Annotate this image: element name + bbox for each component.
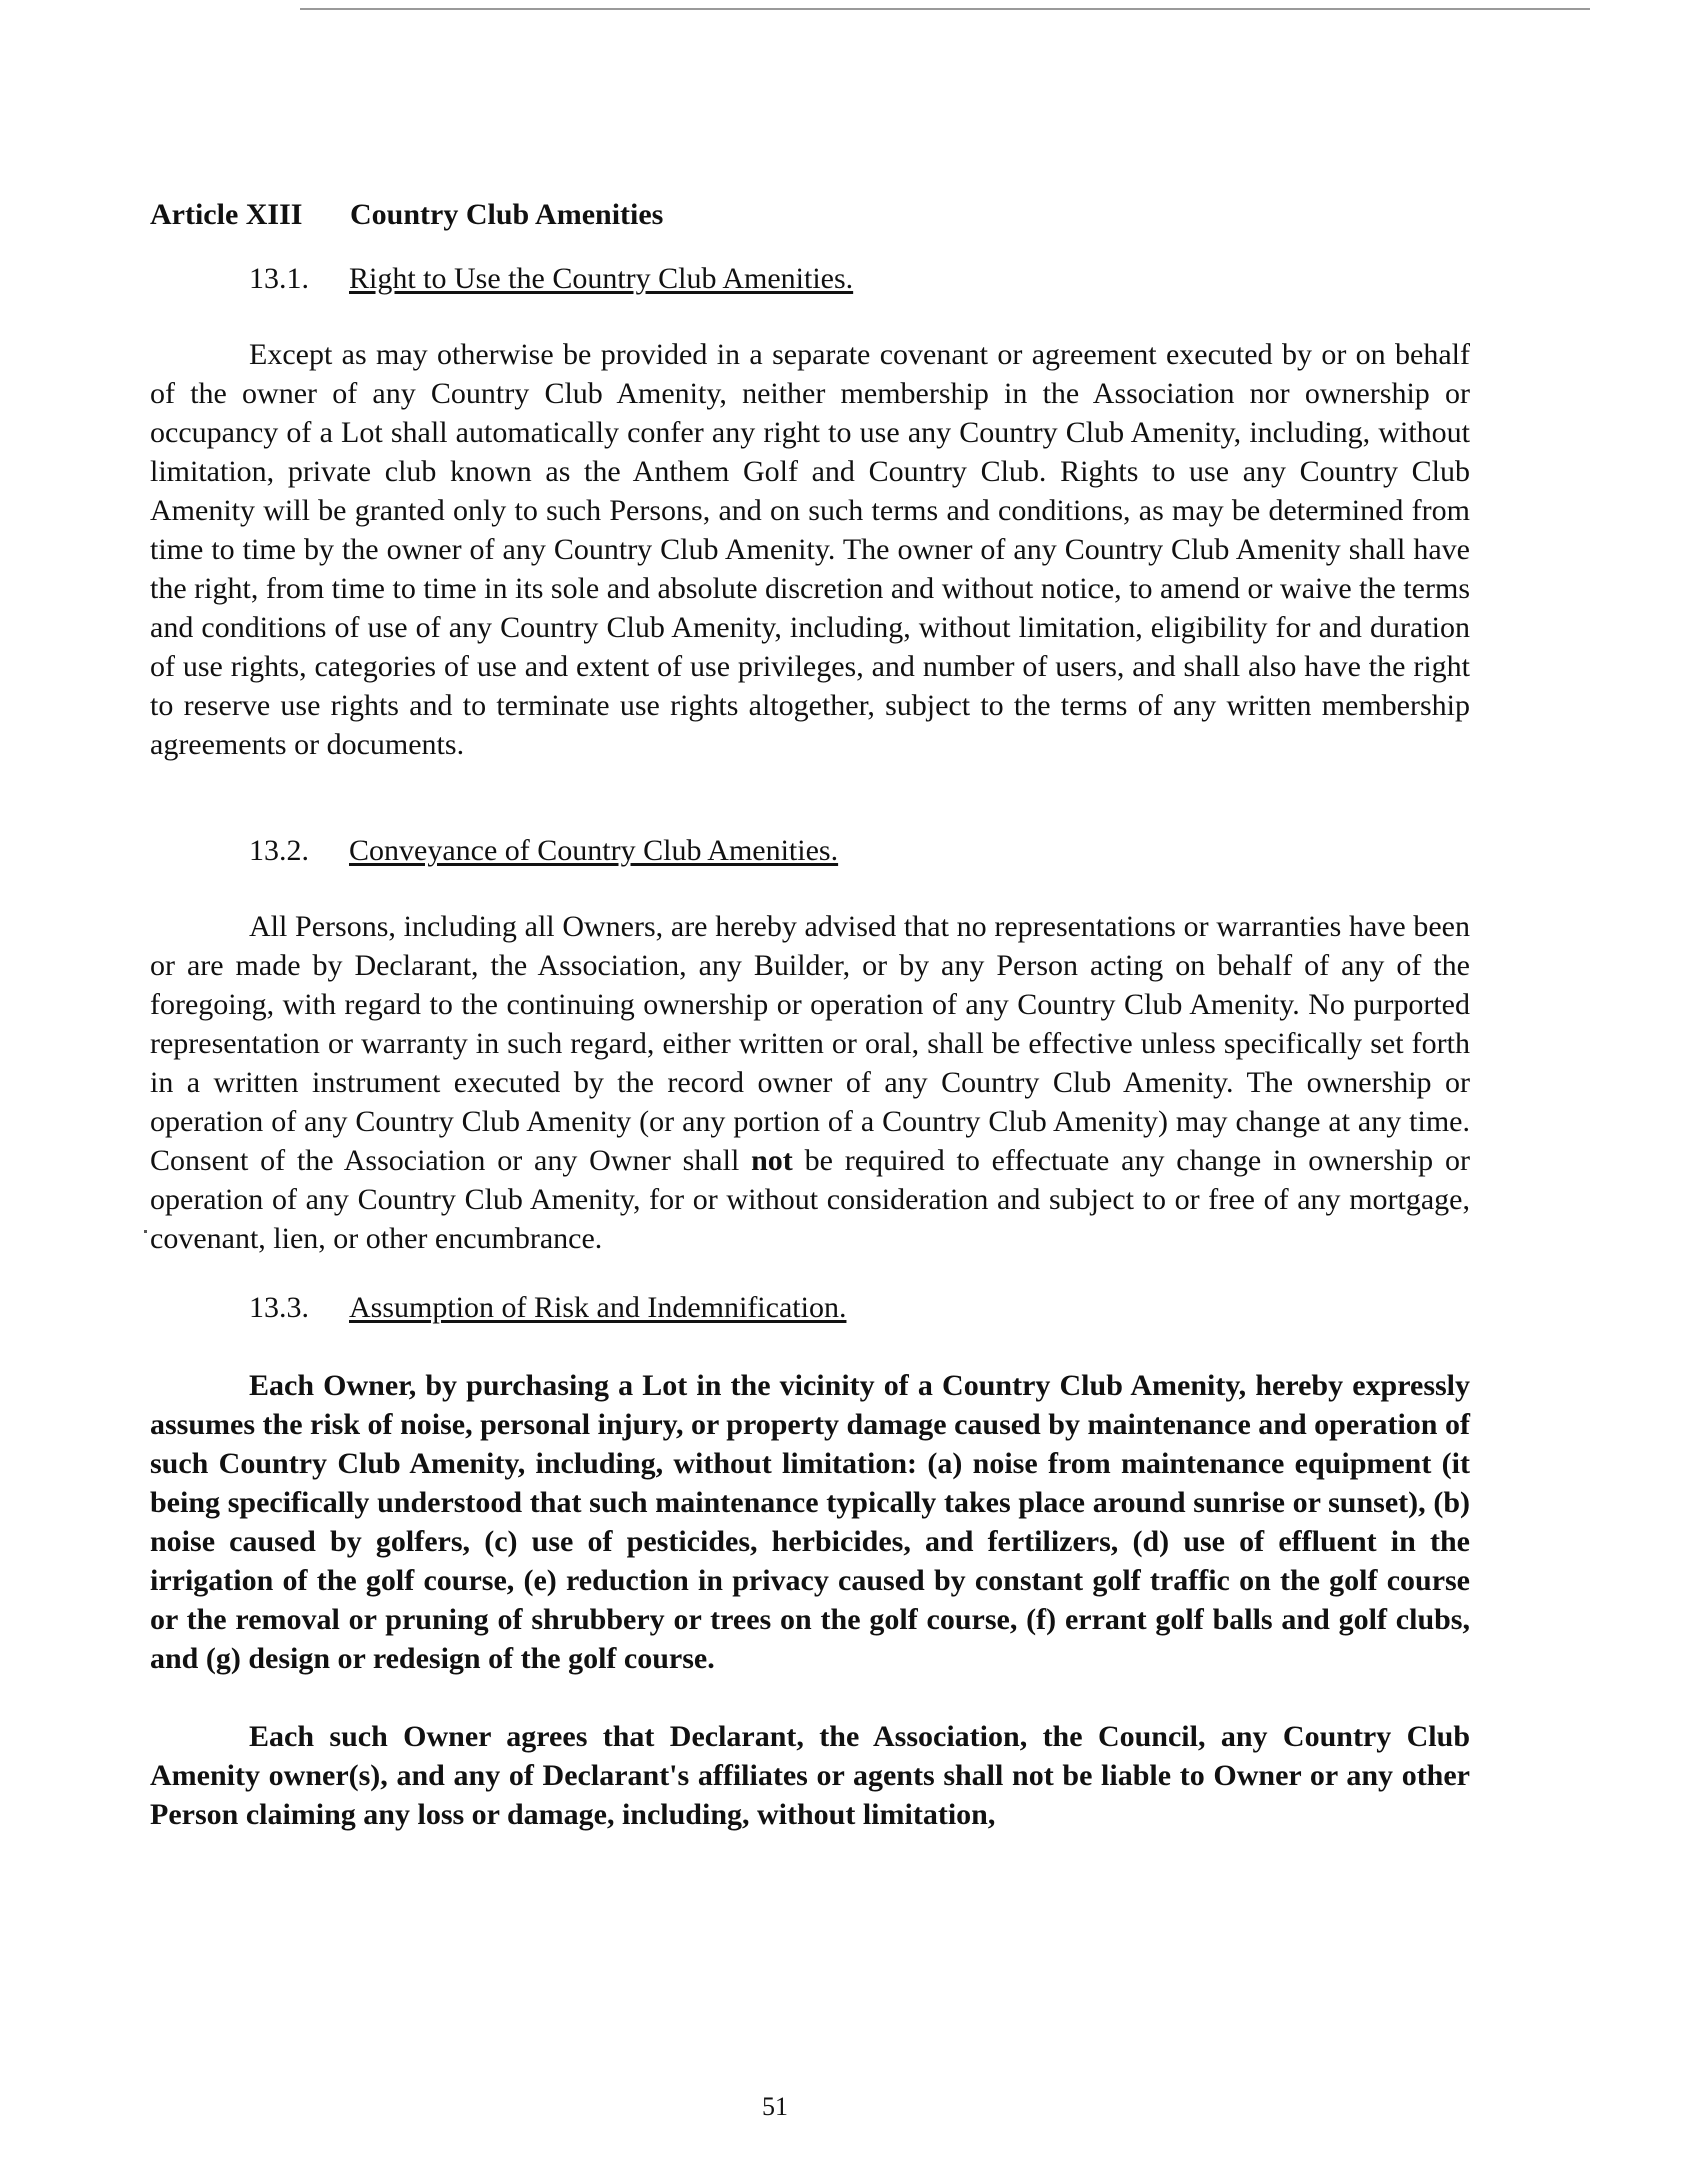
section-number: 13.3. [249,1291,309,1324]
section-heading-13-2 [249,831,1470,870]
document-page [150,195,1470,1834]
emphasis-not: not [751,1144,793,1177]
section-number: 13.1. [249,262,309,295]
section-title: Assumption of Risk and Indemnification. [349,1291,847,1324]
top-rule [300,8,1590,10]
section-number: 13.2. [249,834,309,867]
article-number: Article XIII [150,198,303,231]
section-13-1-paragraph: Except as may otherwise be provided in a separate covenant or agreement executed by or on behalf of the owner of any Country Club Amenity, neither membership in the Association nor ownership or occupancy of a Lot shall automatically confer any right to use any Country Club Amenity, including, without limitation, private club known as the Anthem Golf and Country Club. Rights to use any Country Club Amenity will be granted only to such Persons, and on such terms and conditions, as may be determined from time to time by the owner of any Country Club Amenity. The owner of any Country Club Amenity shall have the right, from time to time in its sole and absolute discretion and without notice, to amend or waive the terms and conditions of use of any Country Club Amenity, including, without limitation, eligibility for and duration of use rights, categories of use and extent of use privileges, and number of users, and shall also have the right to reserve use rights and to terminate use rights altogether, subject to the terms of any written membership agreements or documents. [150,338,1470,761]
section-title: Right to Use the Country Club Amenities. [349,262,854,295]
section-heading-13-1 [249,259,1470,298]
page-number: 51 [762,2092,788,2121]
margin-mark [144,1230,147,1233]
section-13-3-paragraph-2: Each such Owner agrees that Declarant, the Association, the Council, any Country Club Amenity owner(s), and any of Declarant's affiliates or agents shall not be liable to Owner or any other Person claiming any loss or damage, including, without limitation, [150,1720,1470,1831]
paragraph-text: All Persons, including all Owners, are hereby advised that no representations or warranties have been or are made by Declarant, the Association, any Builder, or by any Person acting on behalf of any of the foregoing, with regard to the continuing ownership or operation of any Country Club Amenity. No purported representation or warranty in such regard, either written or oral, shall be effective unless specifically set forth in a written instrument executed by the record owner of any Country Club Amenity. The ownership or operation of any Country Club Amenity (or any portion of a Country Club Amenity) may change at any time. Consent of the Association or any Owner shall [150,910,1470,1177]
article-title: Country Club Amenities [350,198,664,231]
section-heading-13-3 [249,1288,1470,1327]
paragraph-text: be required to effectuate any change in ownership or operation of any Country Club Amenity, for or without consideration and subject to or free of any mortgage, covenant, lien, or other encumbrance. [150,1144,1470,1255]
section-title: Conveyance of Country Club Amenities. [349,834,839,867]
section-13-2-paragraph [150,907,1470,1258]
article-heading [150,195,1470,234]
section-13-3-paragraph-1: Each Owner, by purchasing a Lot in the vicinity of a Country Club Amenity, hereby expressly assumes the risk of noise, personal injury, or property damage caused by maintenance and operation of such Country Club Amenity, including, without limitation: (a) noise from maintenance equipment (it being specifically understood that such maintenance typically takes place around sunrise or sunset), (b) noise caused by golfers, (c) use of pesticides, herbicides, and fertilizers, (d) use of effluent in the irrigation of the golf course, (e) reduction in privacy caused by constant golf traffic on the golf course or the removal or pruning of shrubbery or trees on the golf course, (f) errant golf balls and golf clubs, and (g) design or redesign of the golf course. [150,1369,1470,1675]
